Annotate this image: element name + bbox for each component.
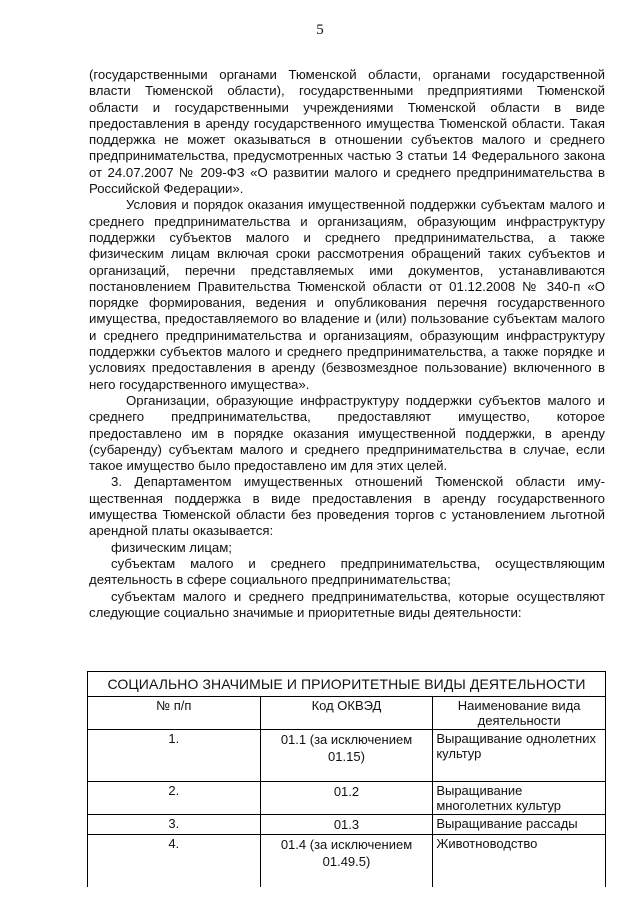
row-okved-code: 01.4 (за исключением 01.49.5): [260, 835, 433, 887]
page-number: 5: [316, 22, 324, 38]
row-number: 3.: [88, 815, 261, 835]
row-activity-name: Выращивание рассады: [433, 815, 606, 835]
row-number: 4.: [88, 835, 261, 887]
header-number: № п/п: [88, 697, 261, 730]
list-item-priority-activities: субъектам малого и среднего предпринимательства, которые осуществляют следующие социально значимые и приоритетные виды деятельности:: [89, 588, 605, 620]
table-title: СОЦИАЛЬНО ЗНАЧИМЫЕ И ПРИОРИТЕТНЫЕ ВИДЫ ДЕЯТЕЛЬНОСТИ: [88, 672, 606, 697]
paragraph-item-3: 3. Департаментом имущественных отношений Тюменской области имущественная поддержка в виде предоставления в аренду государственного имущества Тюменской области без проведения торгов с установлением льготной арендной платы оказывается:: [89, 474, 605, 539]
row-activity-name: Животноводство: [433, 835, 606, 887]
row-okved-code: 01.2: [260, 782, 433, 815]
table-row: [88, 815, 606, 835]
list-item-social-entrepreneurs: субъектам малого и среднего предпринимательства, осуществляющим деятельность в сфере социального предпринимательства;: [89, 555, 605, 588]
row-okved-code: 01.1 (за исключением 01.15): [260, 730, 433, 782]
paragraph-conditions: Условия и порядок оказания имущественной поддержки субъектам малого и среднего предпринимательства и организациям, образующим инфраструктуру поддержки субъектов малого и среднего предпринимательства, а также физическим лицам включая сроки рассмотрения обращений таких субъектов и организаций, перечни представляемых ими документов, устанавливаются постановлением Правительства Тюменской области от 01.12.2008 № 340-п «О порядке формирования, ведения и опубликования перечня государственного имущества, предоставляемого во владение и (или) пользование субъектам малого и среднего предпринимательства и организациям, образующим инфраструктуру поддержки субъектов малого и среднего предпринимательства, а также порядке и условиях предоставления в аренду (безвозмездное пользование) включенного в него государственного имущества».: [89, 197, 605, 392]
list-item-individuals: физическим лицам;: [111, 539, 232, 555]
header-okved-code: Код ОКВЭД: [260, 697, 433, 730]
header-activity-name: Наименование вида деятельности: [433, 697, 606, 730]
row-number: 1.: [88, 730, 261, 782]
table-row: [88, 835, 606, 887]
row-activity-name: Выращивание многолетних культур: [433, 782, 606, 815]
row-okved-code: 01.3: [260, 815, 433, 835]
row-number: 2.: [88, 782, 261, 815]
table-row: [88, 782, 606, 815]
row-activity-name: Выращивание однолетних культур: [433, 730, 606, 782]
table-row: [88, 730, 606, 782]
paragraph-continuation: (государственными органами Тюменской области, органами государственной власти Тюменской области), государственными предприятиями Тюменской области и государственными учреждениями Тюменской области в виде предоставления в аренду государственного имущества Тюменской области. Такая поддержка не может оказываться в отношении субъектов малого и среднего предпринимательства, предусмотренных частью 3 статьи 14 Федерального закона от 24.07.2007 № 209-ФЗ «О развитии малого и среднего предпринимательства в Российской Федерации».: [89, 67, 605, 197]
activities-table: [87, 671, 606, 887]
document-body: [89, 67, 605, 621]
paragraph-organizations: Организации, образующие инфраструктуру поддержки субъектов малого и среднего предпринимательства, предоставляют имущество, которое предоставлено им в порядке оказания имущественной поддержки, в аренду (субаренду) субъектам малого и среднего предпринимательства в случае, если такое имущество было предоставлено им для этих целей.: [89, 392, 605, 474]
